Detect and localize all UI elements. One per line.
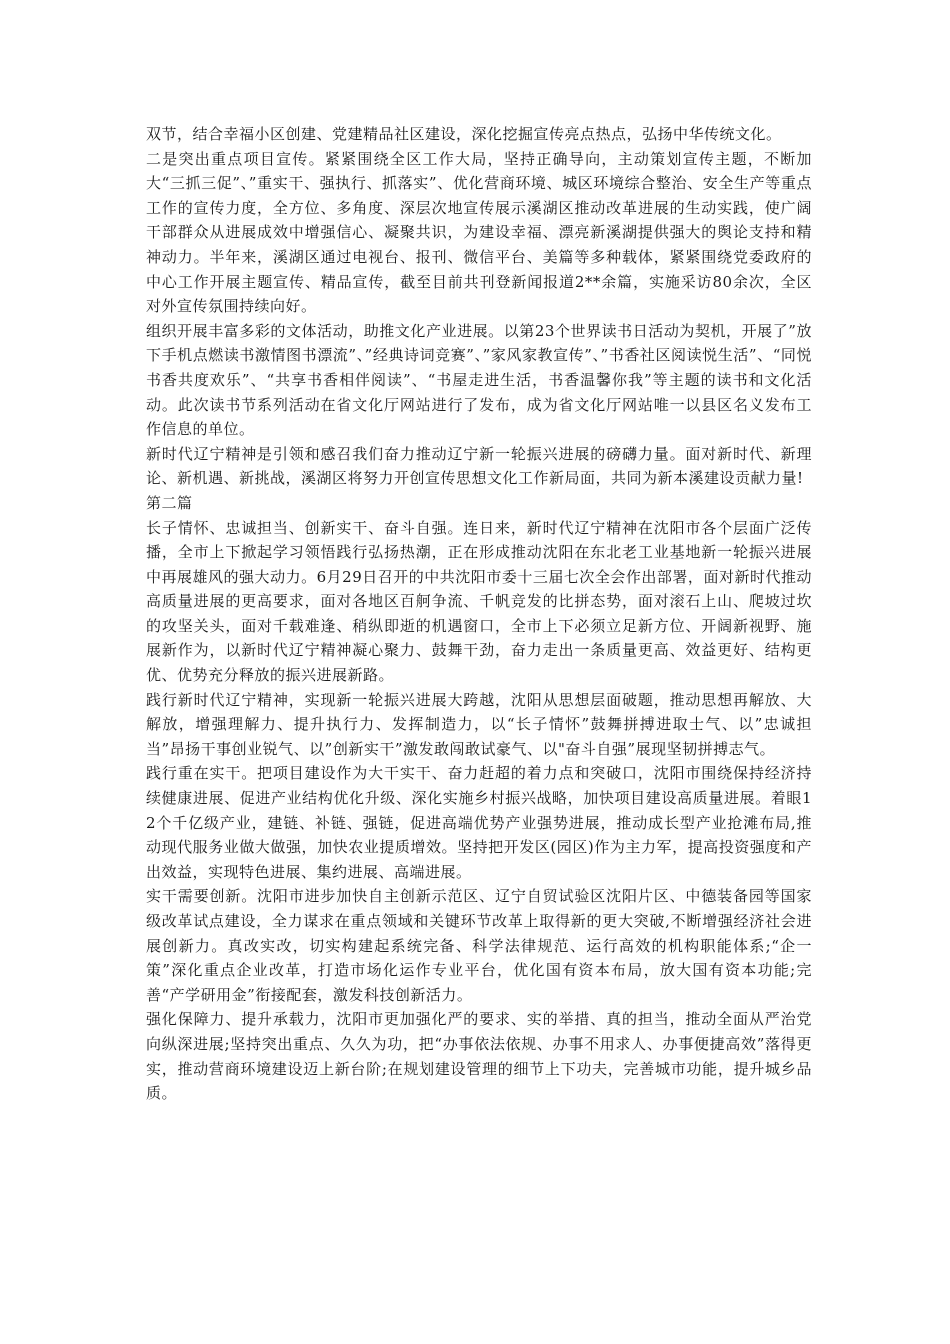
paragraph: 双节，结合幸福小区创建、党建精品社区建设，深化挖掘宣传亮点热点，弘扬中华传统文化。 (146, 125, 782, 143)
paragraph: 实干需要创新。沈阳市进步加快自主创新示范区、辽宁自贸试验区沈阳片区、中德装备园等国家级改革试点建设，全力谋求在重点领域和关键环节改革上取得新的更大突破,不断增强经济社会进展创新力。真改实改，切实构建起系统完备、科学法律规范、运行高效的机构职能体系;“企一策”深化重点企业改革，打造市场化运作专业平台，优化国有资本布局，放大国有资本功能;完善“产学研用金”衔接配套，激发科技创新活力。 (146, 887, 812, 1004)
paragraph: 新时代辽宁精神是引领和感召我们奋力推动辽宁新一轮振兴进展的磅礴力量。面对新时代、新理论、新机遇、新挑战，溪湖区将努力开创宣传思想文化工作新局面，共同为新本溪建设贡献力量! (146, 444, 812, 488)
paragraph: 二是突出重点项目宣传。紧紧围绕全区工作大局，坚持正确导向，主动策划宣传主题，不断加大“三抓三促”、”重实干、强执行、抓落实”、优化营商环境、城区环境综合整治、安全生产等重点工作的宣传力度，全方位、多角度、深层次地宣传展示溪湖区推动改革进展的生动实践，使广阔干部群众从进展成效中增强信心、凝聚共识，为建设幸福、漂亮新溪湖提供强大的舆论支持和精神动力。半年来，溪湖区通过电视台、报刊、微信平台、美篇等多种载体，紧紧围绕党委政府的中心工作开展主题宣传、精品宣传，截至目前共刊登新闻报道2**余篇，实施采访80余次，全区对外宣传氛围持续向好。 (146, 149, 812, 316)
paragraph: 强化保障力、提升承载力，沈阳市更加强化严的要求、实的举措、真的担当，推动全面从严治党向纵深进展;坚持突出重点、久久为功，把“办事依法依规、办事不用求人、办事便捷高效”落得更实，推动营商环境建设迈上新台阶;在规划建设管理的细节上下功夫，完善城市功能，提升城乡品质。 (146, 1010, 812, 1103)
document-body (146, 122, 812, 1106)
section-heading: 第二篇 (146, 493, 193, 512)
paragraph: 长子情怀、忠诚担当、创新实干、奋斗自强。连日来，新时代辽宁精神在沈阳市各个层面广泛传播，全市上下掀起学习领悟践行弘扬热潮，正在形成推动沈阳在东北老工业基地新一轮振兴进展中再展雄风的强大动力。6月29日召开的中共沈阳市委十三届七次全会作出部署，面对新时代推动高质量进展的更高要求，面对各地区百舸争流、千帆竞发的比拼态势，面对滚石上山、爬坡过坎的攻坚关头，面对千载难逢、稍纵即逝的机遇窗口，全市上下必须立足新方位、开阔新视野、施展新作为，以新时代辽宁精神凝心聚力、鼓舞干劲，奋力走出一条质量更高、效益更好、结构更优、优势充分释放的振兴进展新路。 (146, 518, 812, 685)
paragraph: 践行重在实干。把项目建设作为大干实干、奋力赶超的着力点和突破口，沈阳市围绕保持经济持续健康进展、促进产业结构优化升级、深化实施乡村振兴战略，加快项目建设高质量进展。着眼12个千亿级产业，建链、补链、强链，促进高端优势产业强势进展，推动成长型产业抢滩布局,推动现代服务业做大做强，加快农业提质增效。坚持把开发区(园区)作为主力军，提高投资强度和产出效益，实现特色进展、集约进展、高端进展。 (146, 764, 812, 881)
paragraph: 践行新时代辽宁精神，实现新一轮振兴进展大跨越，沈阳从思想层面破题，推动思想再解放、大解放，增强理解力、提升执行力、发挥制造力，以“长子情怀”鼓舞拼搏进取士气、以”忠诚担当”昂扬干事创业锐气、以”创新实干”激发敢闯敢试豪气、以"奋斗自强”展现坚韧拼搏志气。 (146, 690, 812, 758)
paragraph: 组织开展丰富多彩的文体活动，助推文化产业进展。以第23个世界读书日活动为契机，开展了”放下手机点燃读书激情图书漂流”、”经典诗词竞赛”、”家风家教宣传”、”书香社区阅读悦生活”、“同悦书香共度欢乐”、“共享书香相伴阅读”、“书屋走进生活，书香温馨你我”等主题的读书和文化活动。此次读书节系列活动在省文化厅网站进行了发布，成为省文化厅网站唯一以县区名义发布工作信息的单位。 (146, 321, 812, 439)
